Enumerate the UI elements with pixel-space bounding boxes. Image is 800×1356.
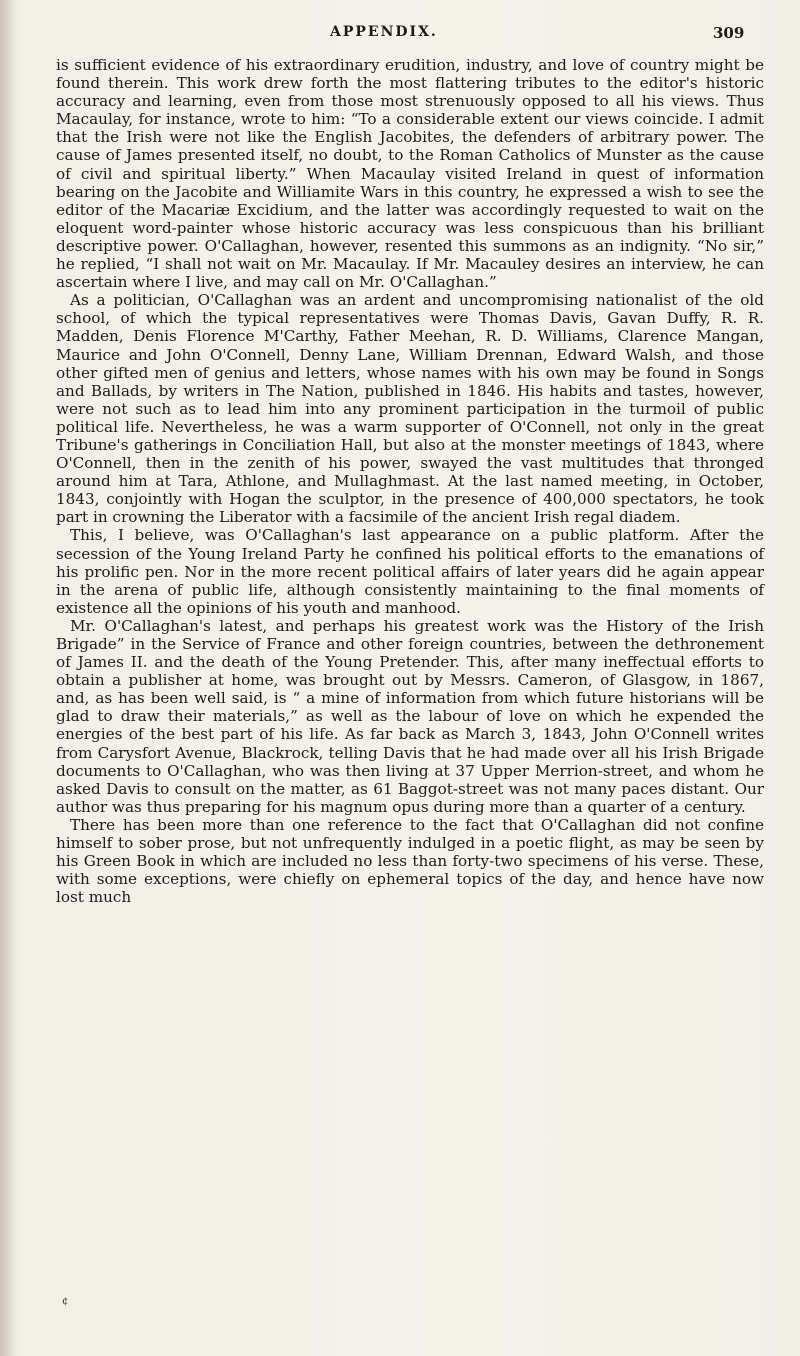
running-head-title: APPENDIX.: [330, 24, 438, 40]
paragraph-3: This, I believe, was O'Callaghan's last appearance on a public platform. After the secession of the Young Ireland Party he confined his political efforts to the emanations of his prolific pen. Nor in the more recent political affairs of later years did he again appear in the arena of public life, although consistently maintaining to the final moments of existence all the opinions of his youth and manhood.: [56, 526, 764, 617]
printer-signature-mark: ¢: [62, 1296, 69, 1307]
spine-shadow: [0, 0, 16, 1356]
paragraph-2: As a politician, O'Callaghan was an ardent and uncompromising nationalist of the old school, of which the typical representatives were Thomas Davis, Gavan Duffy, R. R. Madden, Denis Florence M'Carthy, Father Meehan, R. D. Williams, Clarence Mangan, Maurice and John O'Connell, Denny Lane, William Drennan, Edward Walsh, and those other gifted men of genius and letters, whose names with his own may be found in Songs and Ballads, by writers in The Nation, published in 1846. His habits and tastes, however, were not such as to lead him into any prominent participation in the turmoil of public political life. Nevertheless, he was a warm supporter of O'Connell, not only in the great Tribune's gatherings in Conciliation Hall, but also at the monster meetings of 1843, where O'Connell, then in the zenith of his power, swayed the vast multitudes that thronged around him at Tara, Athlone, and Mullaghmast. At the last named meeting, in October, 1843, conjointly with Hogan the sculptor, in the presence of 400,000 spectators, he took part in crowning the Liberator with a facsimile of the ancient Irish regal diadem.: [56, 291, 764, 527]
paragraph-4: Mr. O'Callaghan's latest, and perhaps his greatest work was the History of the Irish Brigade” in the Service of France and other foreign countries, between the dethronement of James II. and the death of the Young Pretender. This, after many ineffectual efforts to obtain a publisher at home, was brought out by Messrs. Cameron, of Glasgow, in 1867, and, as has been well said, is “ a mine of information from which future historians will be glad to draw their materials,” as well as the labour of love on which he expended the energies of the best part of his life. As far back as March 3, 1843, John O'Connell writes from Carysfort Avenue, Blackrock, telling Davis that he had made over all his Irish Brigade documents to O'Callaghan, who was then living at 37 Upper Merrion-street, and whom he asked Davis to consult on the matter, as 61 Baggot-street was not many paces distant. Our author was thus preparing for his magnum opus during more than a quarter of a century.: [56, 616, 764, 816]
paragraph-1: is sufficient evidence of his extraordinary erudition, industry, and love of country might be found therein. This work drew forth the most flattering tributes to the editor's historic accuracy and learning, even from those most strenuously opposed to all his views. Thus Macaulay, for instance, wrote to him: “To a considerable extent our views coincide. I admit that the Irish were not like the English Jacobites, the defenders of arbitrary power. The cause of James presented itself, no doubt, to the Roman Catholics of Munster as the cause of civil and spiritual liberty.” When Macaulay visited Ireland in quest of information bearing on the Jacobite and Williamite Wars in this country, he expressed a wish to see the editor of the Macariæ Excidium, and the latter was accordingly requested to wait on the eloquent word-painter whose historic accuracy was less conspicuous than his brilliant descriptive power. O'Callaghan, however, resented this summons as an indignity. “No sir,” he replied, “I shall not wait on Mr. Macaulay. If Mr. Macauley desires an interview, he can ascertain where I live, and may call on Mr. O'Callaghan.”: [56, 56, 764, 292]
paragraph-5: There has been more than one reference to the fact that O'Callaghan did not confine himself to sober prose, but not unfrequently indulged in a poetic flight, as may be seen by his Green Book in which are included no less than forty-two specimens of his verse. These, with some exceptions, were chiefly on ephemeral topics of the day, and hence have now lost much: [56, 815, 764, 907]
page-number: 309: [713, 24, 745, 42]
running-head: [0, 18, 800, 48]
body-text: [56, 56, 764, 906]
